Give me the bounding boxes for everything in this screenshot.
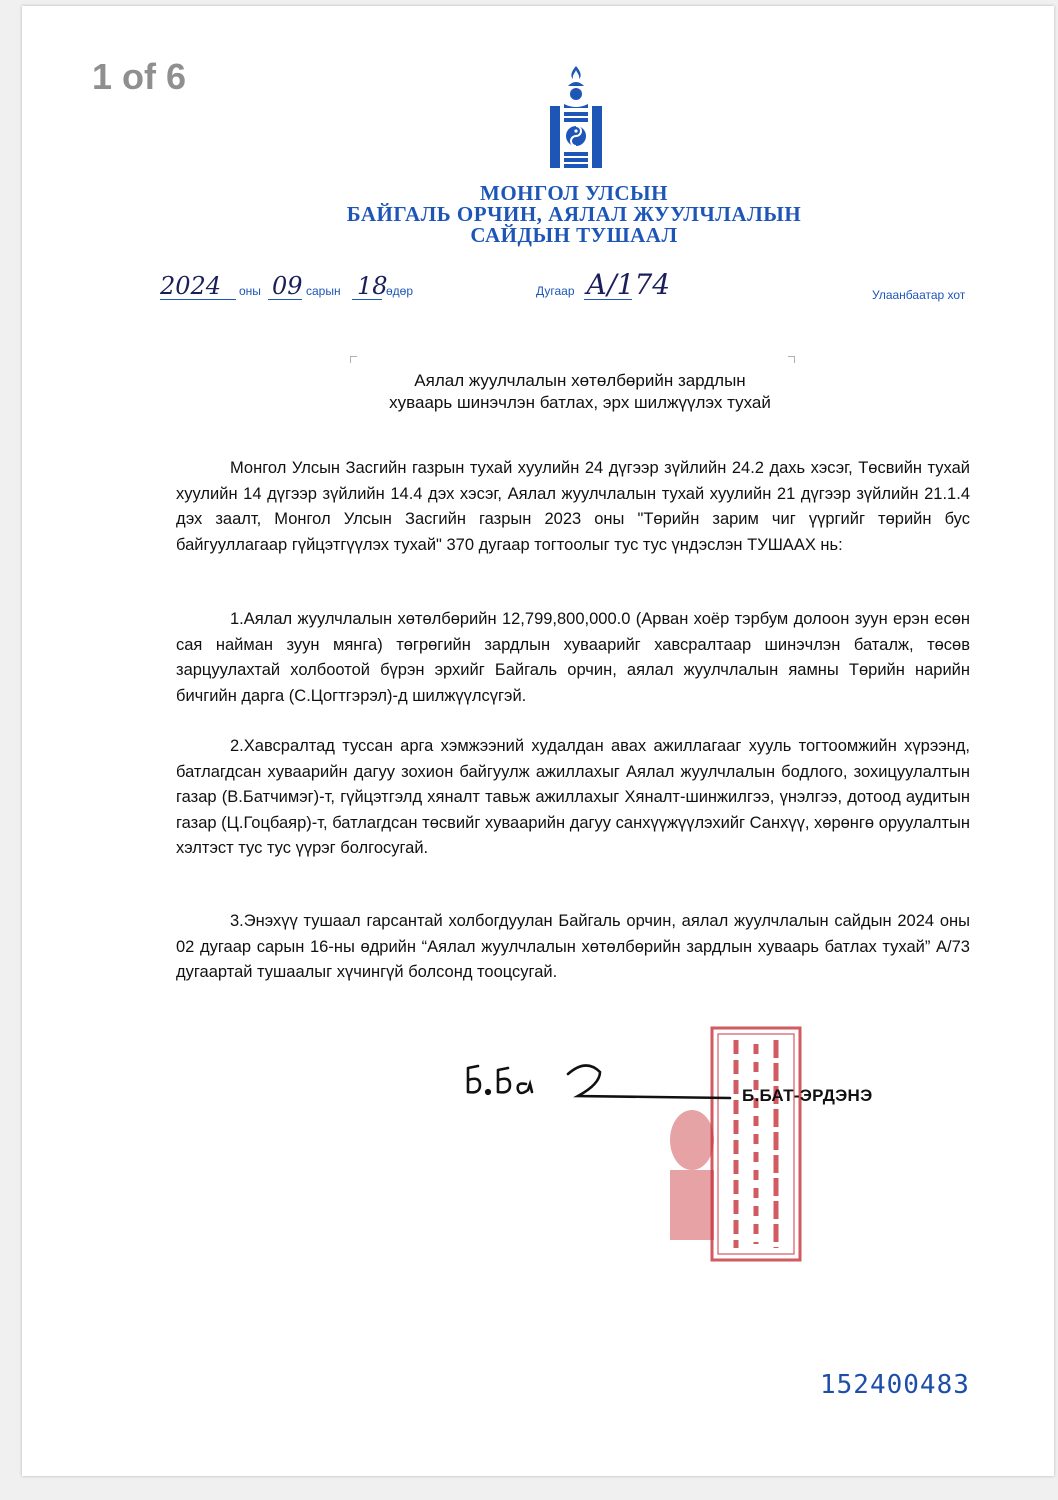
number-label: Дугаар — [536, 284, 575, 298]
month-underline — [268, 299, 302, 300]
day-underline — [352, 299, 382, 300]
month-label: сарын — [306, 284, 341, 298]
date-year: 2024 — [160, 272, 222, 300]
subject-corner-right — [788, 356, 795, 363]
item-1-text: 1.Аялал жуулчлалын хөтөлбөрийн 12,799,800,000.0 (Арван хоёр тэрбум долоон зуун ерэн есөн сая найман зуун мянга) төгрөгийн зардлын хуваарийг хавсралтаар шинэчлэн баталж, төсөв зарцуулахтай холбоотой бүрэн эрхийг Байгаль орчин, аялал жуулчлалын яамны Төрийн нарийн бичгийн дарга (С.Цогтгэрэл)-д шилжүүлсүгэй. — [176, 610, 970, 705]
order-subject — [300, 370, 860, 414]
year-label: оны — [239, 284, 261, 298]
header-line-3: САЙДЫН ТУШААЛ — [470, 223, 678, 247]
date-day: 18 — [357, 272, 388, 300]
order-number: А/174 — [586, 268, 671, 301]
day-label: өдөр — [386, 284, 414, 298]
item-3-paragraph — [176, 909, 970, 986]
number-underline — [584, 299, 632, 300]
subject-corner-left — [350, 356, 357, 363]
signature-icon — [460, 1052, 750, 1112]
subject-line-2: хуваарь шинэчлэн батлах, эрх шилжүүлэх тухай — [389, 393, 771, 412]
order-meta-row — [0, 268, 1058, 308]
item-2-paragraph — [176, 734, 970, 862]
item-2-text: 2.Хавсралтад туссан арга хэмжээний худалдан авах ажиллагааг хууль тогтоомжийн хүрээнд, батлагдсан хуваарийн дагуу зохион байгуулж ажиллахыг Аялал жуулчлалын бодлого, зохицуулалтын газар (В.Батчимэг)-т, гүйцэтгэлд хяналт тавьж ажиллахыг Хяналт-шинжилгээ, үнэлгээ, дотоод аудитын газар (Ц.Гоцбаяр)-т, батлагдсан төсвийг хуваарийн дагуу санхүүжүүлэхийг Санхүү, хөрөнгө оруулалтын хэлтэст тус тус үүрэг болгосугай. — [176, 737, 970, 857]
item-3-text: 3.Энэхүү тушаал гарсантай холбогдуулан Байгаль орчин, аялал жуулчлалын сайдын 2024 оны 02 дугаар сарын 16-ны өдрийн “Аялал жуулчлалын хөтөлбөрийн зардлын хуваарь батлах тухай” А/73 дугаартай тушаалыг хүчингүй болсонд тооцсугай. — [176, 912, 970, 981]
header-line-1: МОНГОЛ УЛСЫН — [480, 181, 668, 205]
page-indicator: 1 of 6 — [92, 56, 187, 97]
date-month: 09 — [272, 272, 303, 300]
ministry-header — [300, 183, 848, 246]
signer-name: Б.БАТ-ЭРДЭНЭ — [742, 1086, 873, 1105]
item-1-paragraph — [176, 607, 970, 709]
year-underline — [160, 299, 236, 300]
document-number: 152400483 — [820, 1370, 970, 1400]
city-label: Улаанбаатар хот — [872, 288, 966, 302]
intro-text: Монгол Улсын Засгийн газрын тухай хуулийн 24 дүгээр зүйлийн 24.2 дахь хэсэг, Төсвийн тухай хуулийн 14 дүгээр зүйлийн 14.4 дэх хэсэг, Аялал жуулчлалын тухай хуулийн 21 дүгээр зүйлийн 21.1.4 дэх заалт, Монгол Улсын Засгийн газрын 2023 оны "Төрийн зарим чиг үүргийг төрийн бус байгууллагаар гүйцэтгүүлэх тухай" 370 дугаар тогтоолыг тус тус үндэслэн ТУШААХ нь: — [176, 459, 970, 554]
state-emblem-icon — [548, 64, 604, 170]
header-line-2: БАЙГАЛЬ ОРЧИН, АЯЛАЛ ЖУУЛЧЛАЛЫН — [346, 202, 802, 226]
subject-line-1: Аялал жуулчлалын хөтөлбөрийн зардлын — [414, 371, 746, 390]
intro-paragraph — [176, 456, 970, 558]
